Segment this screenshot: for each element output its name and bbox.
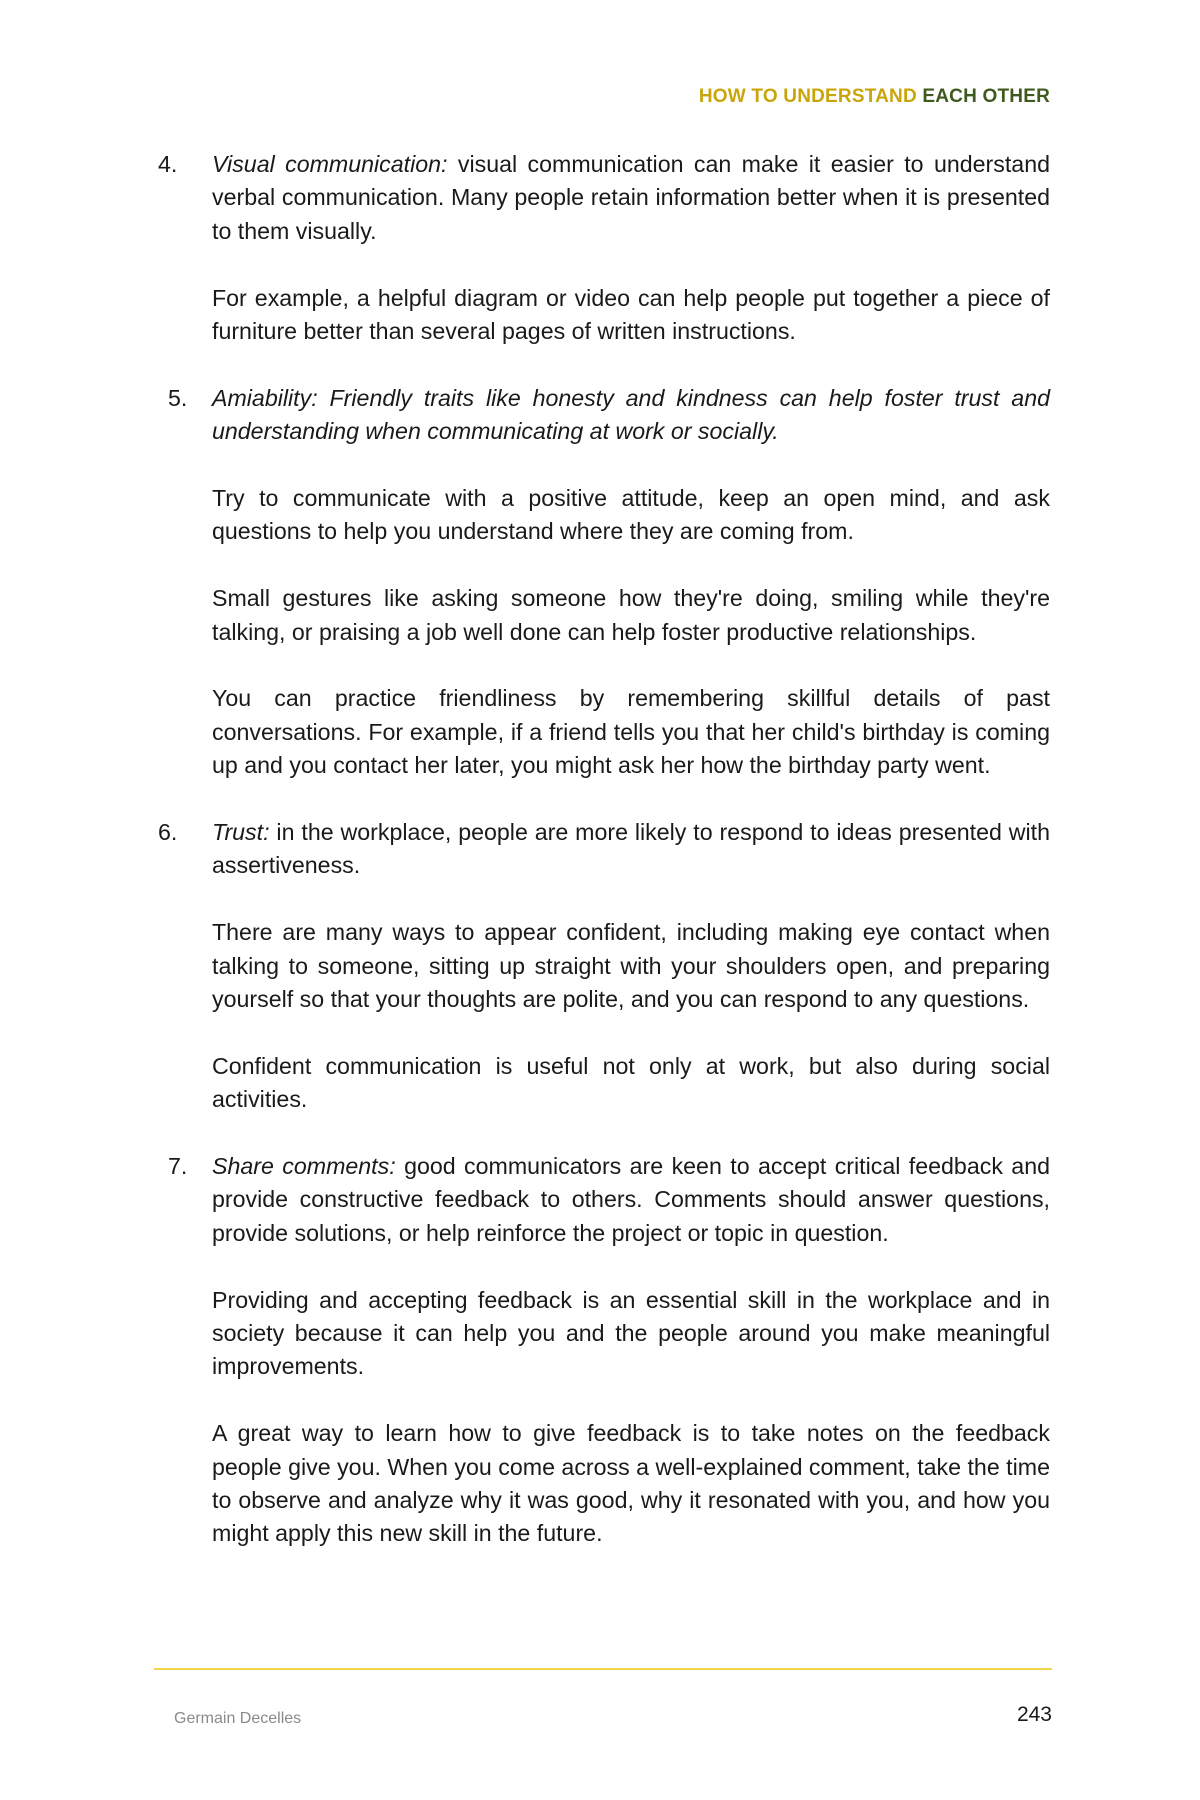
- paragraph: Try to communicate with a positive attitude, keep an open mind, and ask questions to help you understand where they are coming from.: [212, 485, 1050, 545]
- paragraph: For example, a helpful diagram or video can help people put together a piece of furniture better than several pages of written instructions.: [212, 284, 1050, 345]
- page-number: 243: [1016, 1703, 1052, 1726]
- running-header: [699, 86, 1050, 108]
- footer-author: Germain Decelles: [174, 1710, 302, 1727]
- paragraph: A great way to learn how to give feedback is to take notes on the feedback people give you. When you come across a well-explained comment, take the time to observe and analyze why it was good, why it resonated with you, and how you might apply this new skill in the future.: [212, 1420, 1050, 1547]
- list-number: 5.: [168, 384, 188, 411]
- list-item-7: [154, 1150, 1050, 1551]
- list-number: 7.: [168, 1153, 188, 1180]
- paragraph: You can practice friendliness by remembering skillful details of past conversations. For example, if a friend tells you that her child's birthday is coming up and you contact her later, you might ask her how the birthday party went.: [212, 685, 1050, 779]
- item-term: Visual communication:: [212, 151, 448, 177]
- list-item-4: [154, 148, 1050, 348]
- list-item-lead-paragraph: [212, 382, 1050, 449]
- page-body: [154, 148, 1050, 1584]
- item-definition: in the workplace, people are more likely to respond to ideas presented with assertiveness.: [212, 819, 1050, 879]
- list-item-lead-paragraph: [212, 816, 1050, 883]
- list-number: 6.: [158, 819, 178, 846]
- list-item-body: [212, 816, 1050, 1117]
- paragraph: Confident communication is useful not only at work, but also during social activities.: [212, 1052, 1050, 1113]
- item-definition: good communicators are keen to accept critical feedback and provide constructive feedback to others. Comments should answer questions, provide solutions, or help reinforce the project or topic in question.: [212, 1153, 1050, 1246]
- list-item-6: [154, 816, 1050, 1117]
- paragraph: Providing and accepting feedback is an essential skill in the workplace and in society because it can help you and the people around you make meaningful improvements.: [212, 1286, 1050, 1380]
- item-definition: visual communication can make it easier to understand verbal communication. Many people retain information better when it is presented to them visually.: [212, 151, 1050, 244]
- list-item-body: [212, 382, 1050, 783]
- list-item-body: [212, 1150, 1050, 1551]
- paragraph: There are many ways to appear confident, including making eye contact when talking to someone, sitting up straight with your shoulders open, and preparing yourself so that your thoughts are polite, and you can respond to any questions.: [212, 919, 1050, 1013]
- item-term: Trust:: [212, 819, 270, 846]
- running-header-part1: HOW TO UNDERSTAND: [698, 86, 917, 107]
- list-item-lead-paragraph: [212, 1150, 1050, 1250]
- list-item-5: [154, 382, 1050, 783]
- list-number: 4.: [158, 151, 178, 177]
- item-term: Share comments:: [212, 1153, 396, 1180]
- item-term: Amiability: Friendly traits like honesty and kindness can help foster trust and understanding when communicating at work or socially.: [212, 384, 1050, 445]
- footer-divider: [154, 1668, 1052, 1670]
- running-header-part2: EACH OTHER: [922, 86, 1050, 107]
- list-item-body: [212, 148, 1050, 348]
- paragraph: Small gestures like asking someone how they're doing, smiling while they're talking, or praising a job well done can help foster productive relationships.: [212, 585, 1050, 645]
- list-item-lead-paragraph: [212, 148, 1050, 248]
